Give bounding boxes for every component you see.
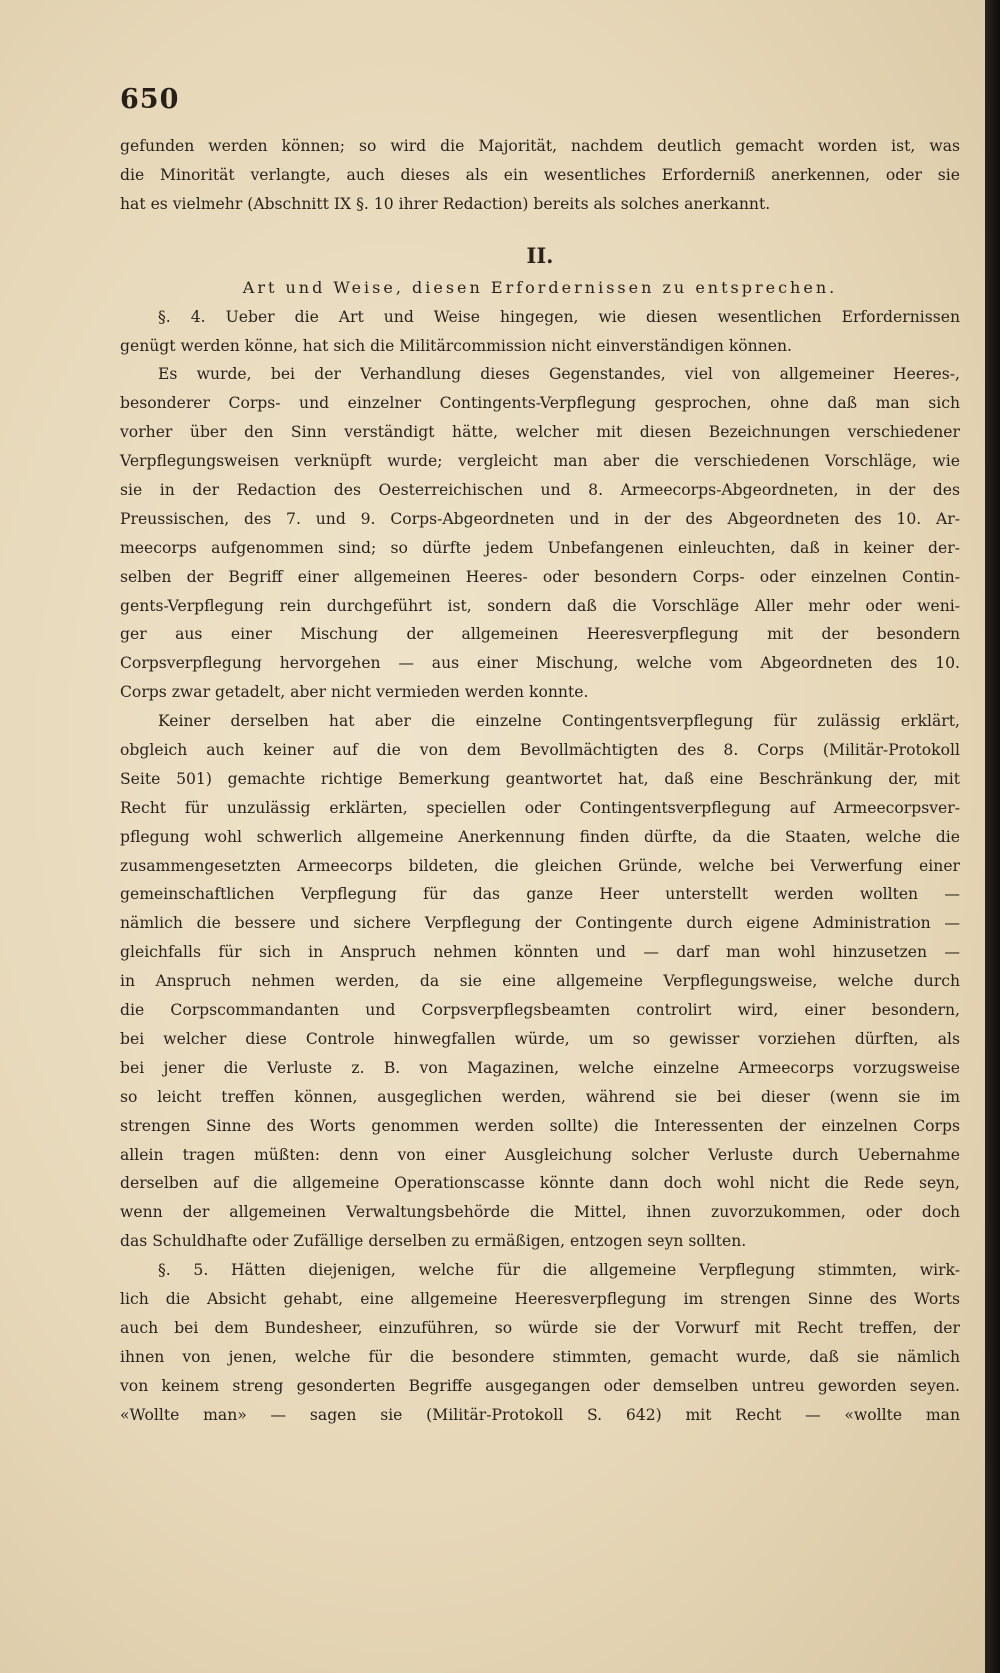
text-line: «Wollte man» — sagen sie (Militär-Protokoll S. 642) mit Recht — «wollte man: [120, 1405, 960, 1424]
text-line: pflegung wohl schwerlich allgemeine Anerkennung finden dürfte, da die Staaten, welche die: [120, 827, 960, 846]
text-line: ger aus einer Mischung der allgemeinen Heeresverpflegung mit der besondern: [120, 625, 960, 644]
text-line: ihnen von jenen, welche für die besondere stimmten, gemacht wurde, daß sie nämlich: [120, 1347, 960, 1366]
text-line: zusammengesetzten Armeecorps bildeten, die gleichen Gründe, welche bei Verwerfung einer: [120, 856, 960, 875]
text-line: Keiner derselben hat aber die einzelne Contingentsverpflegung für zulässig erklärt,: [158, 712, 960, 731]
text-line: Recht für unzulässig erklärten, speciellen oder Contingentsverpflegung auf Armeecorpsver-: [120, 798, 960, 817]
text-line: strengen Sinne des Worts genommen werden sollte) die Interessenten der einzelnen Corps: [120, 1116, 960, 1135]
text-line: gents-Verpflegung rein durchgeführt ist, sondern daß die Vorschläge Aller mehr oder weni-: [120, 596, 960, 615]
text-line: allein tragen müßten: denn von einer Ausgleichung solcher Verluste durch Uebernahme: [120, 1145, 960, 1164]
text-line: Verpflegungsweisen verknüpft wurde; vergleicht man aber die verschiedenen Vorschläge, wie: [120, 452, 960, 471]
page-edge-shadow: [985, 0, 1000, 1673]
text-line: gefunden werden können; so wird die Majorität, nachdem deutlich gemacht worden ist, was: [120, 137, 960, 155]
text-line: sie in der Redaction des Oesterreichischen und 8. Armeecorps-Abgeordneten, in der des: [120, 481, 960, 500]
text-line: die Corpscommandanten und Corpsverpflegsbeamten controlirt wird, einer besondern,: [120, 1001, 960, 1020]
text-line: derselben auf die allgemeine Operationscasse könnte dann doch wohl nicht die Rede seyn,: [120, 1174, 960, 1193]
section-number: II.: [526, 242, 554, 268]
text-line: obgleich auch keiner auf die von dem Bevollmächtigten des 8. Corps (Militär-Protokoll: [120, 741, 960, 760]
text-line: das Schuldhafte oder Zufällige derselben zu ermäßigen, entzogen seyn sollten.: [120, 1232, 747, 1251]
text-line: genügt werden könne, hat sich die Militärcommission nicht einverständigen können.: [120, 336, 792, 355]
text-line: meecorps aufgenommen sind; so dürfte jedem Unbefangenen einleuchten, daß in keiner der-: [120, 538, 960, 557]
text-line: die Minorität verlangte, auch dieses als ein wesentliches Erforderniß anerkennen, oder sie: [120, 165, 960, 184]
text-line: Preussischen, des 7. und 9. Corps-Abgeordneten und in der des Abgeordneten des 10. Ar-: [120, 509, 960, 528]
text-line: bei welcher diese Controle hinwegfallen würde, um so gewisser vorziehen dürften, als: [120, 1029, 960, 1048]
text-line: hat es vielmehr (Abschnitt IX §. 10 ihrer Redaction) bereits als solches anerkannt.: [120, 194, 771, 213]
text-line: lich die Absicht gehabt, eine allgemeine Heeresverpflegung im strengen Sinne des Worts: [120, 1289, 960, 1308]
text-line: Corpsverpflegung hervorgehen — aus einer Mischung, welche vom Abgeordneten des 10.: [120, 654, 960, 673]
text-line: Es wurde, bei der Verhandlung dieses Gegenstandes, viel von allgemeiner Heeres-,: [158, 365, 960, 384]
page-number: 650: [120, 84, 180, 115]
text-line: vorher über den Sinn verständigt hätte, welcher mit diesen Bezeichnungen verschiedener: [120, 423, 960, 442]
text-line: selben der Begriff einer allgemeinen Heeres- oder besondern Corps- oder einzelnen Contin-: [120, 567, 960, 586]
text-line: nämlich die bessere und sichere Verpflegung der Contingente durch eigene Administration —: [120, 914, 960, 933]
spacer: [120, 219, 960, 239]
text-block: [120, 132, 960, 1429]
section-heading: Art und Weise, diesen Erfordernissen zu entsprechen.: [242, 277, 838, 297]
text-line: in Anspruch nehmen werden, da sie eine allgemeine Verpflegungsweise, welche durch: [120, 972, 960, 991]
text-line: Corps zwar getadelt, aber nicht vermieden werden konnte.: [120, 683, 589, 702]
text-line: §. 5. Hätten diejenigen, welche für die allgemeine Verpflegung stimmten, wirk-: [158, 1261, 960, 1280]
text-line: so leicht treffen können, ausgeglichen werden, während sie bei dieser (wenn sie im: [120, 1087, 960, 1106]
text-line: gemeinschaftlichen Verpflegung für das ganze Heer unterstellt werden wollten —: [120, 885, 960, 904]
text-line: Seite 501) gemachte richtige Bemerkung geantwortet hat, daß eine Beschränkung der, mit: [120, 769, 960, 788]
text-line: von keinem streng gesonderten Begriffe ausgegangen oder demselben untreu geworden seyen.: [120, 1376, 960, 1395]
text-line: wenn der allgemeinen Verwaltungsbehörde die Mittel, ihnen zuvorzukommen, oder doch: [120, 1203, 960, 1222]
text-line: gleichfalls für sich in Anspruch nehmen könnten und — darf man wohl hinzusetzen —: [120, 943, 960, 962]
text-line: besonderer Corps- und einzelner Contingents-Verpflegung gesprochen, ohne daß man sich: [120, 394, 960, 413]
text-line: bei jener die Verluste z. B. von Magazinen, welche einzelne Armeecorps vorzugsweise: [120, 1058, 960, 1077]
text-line: auch bei dem Bundesheer, einzuführen, so würde sie der Vorwurf mit Recht treffen, der: [120, 1318, 960, 1337]
text-line: §. 4. Ueber die Art und Weise hingegen, wie diesen wesentlichen Erfordernissen: [158, 307, 960, 326]
